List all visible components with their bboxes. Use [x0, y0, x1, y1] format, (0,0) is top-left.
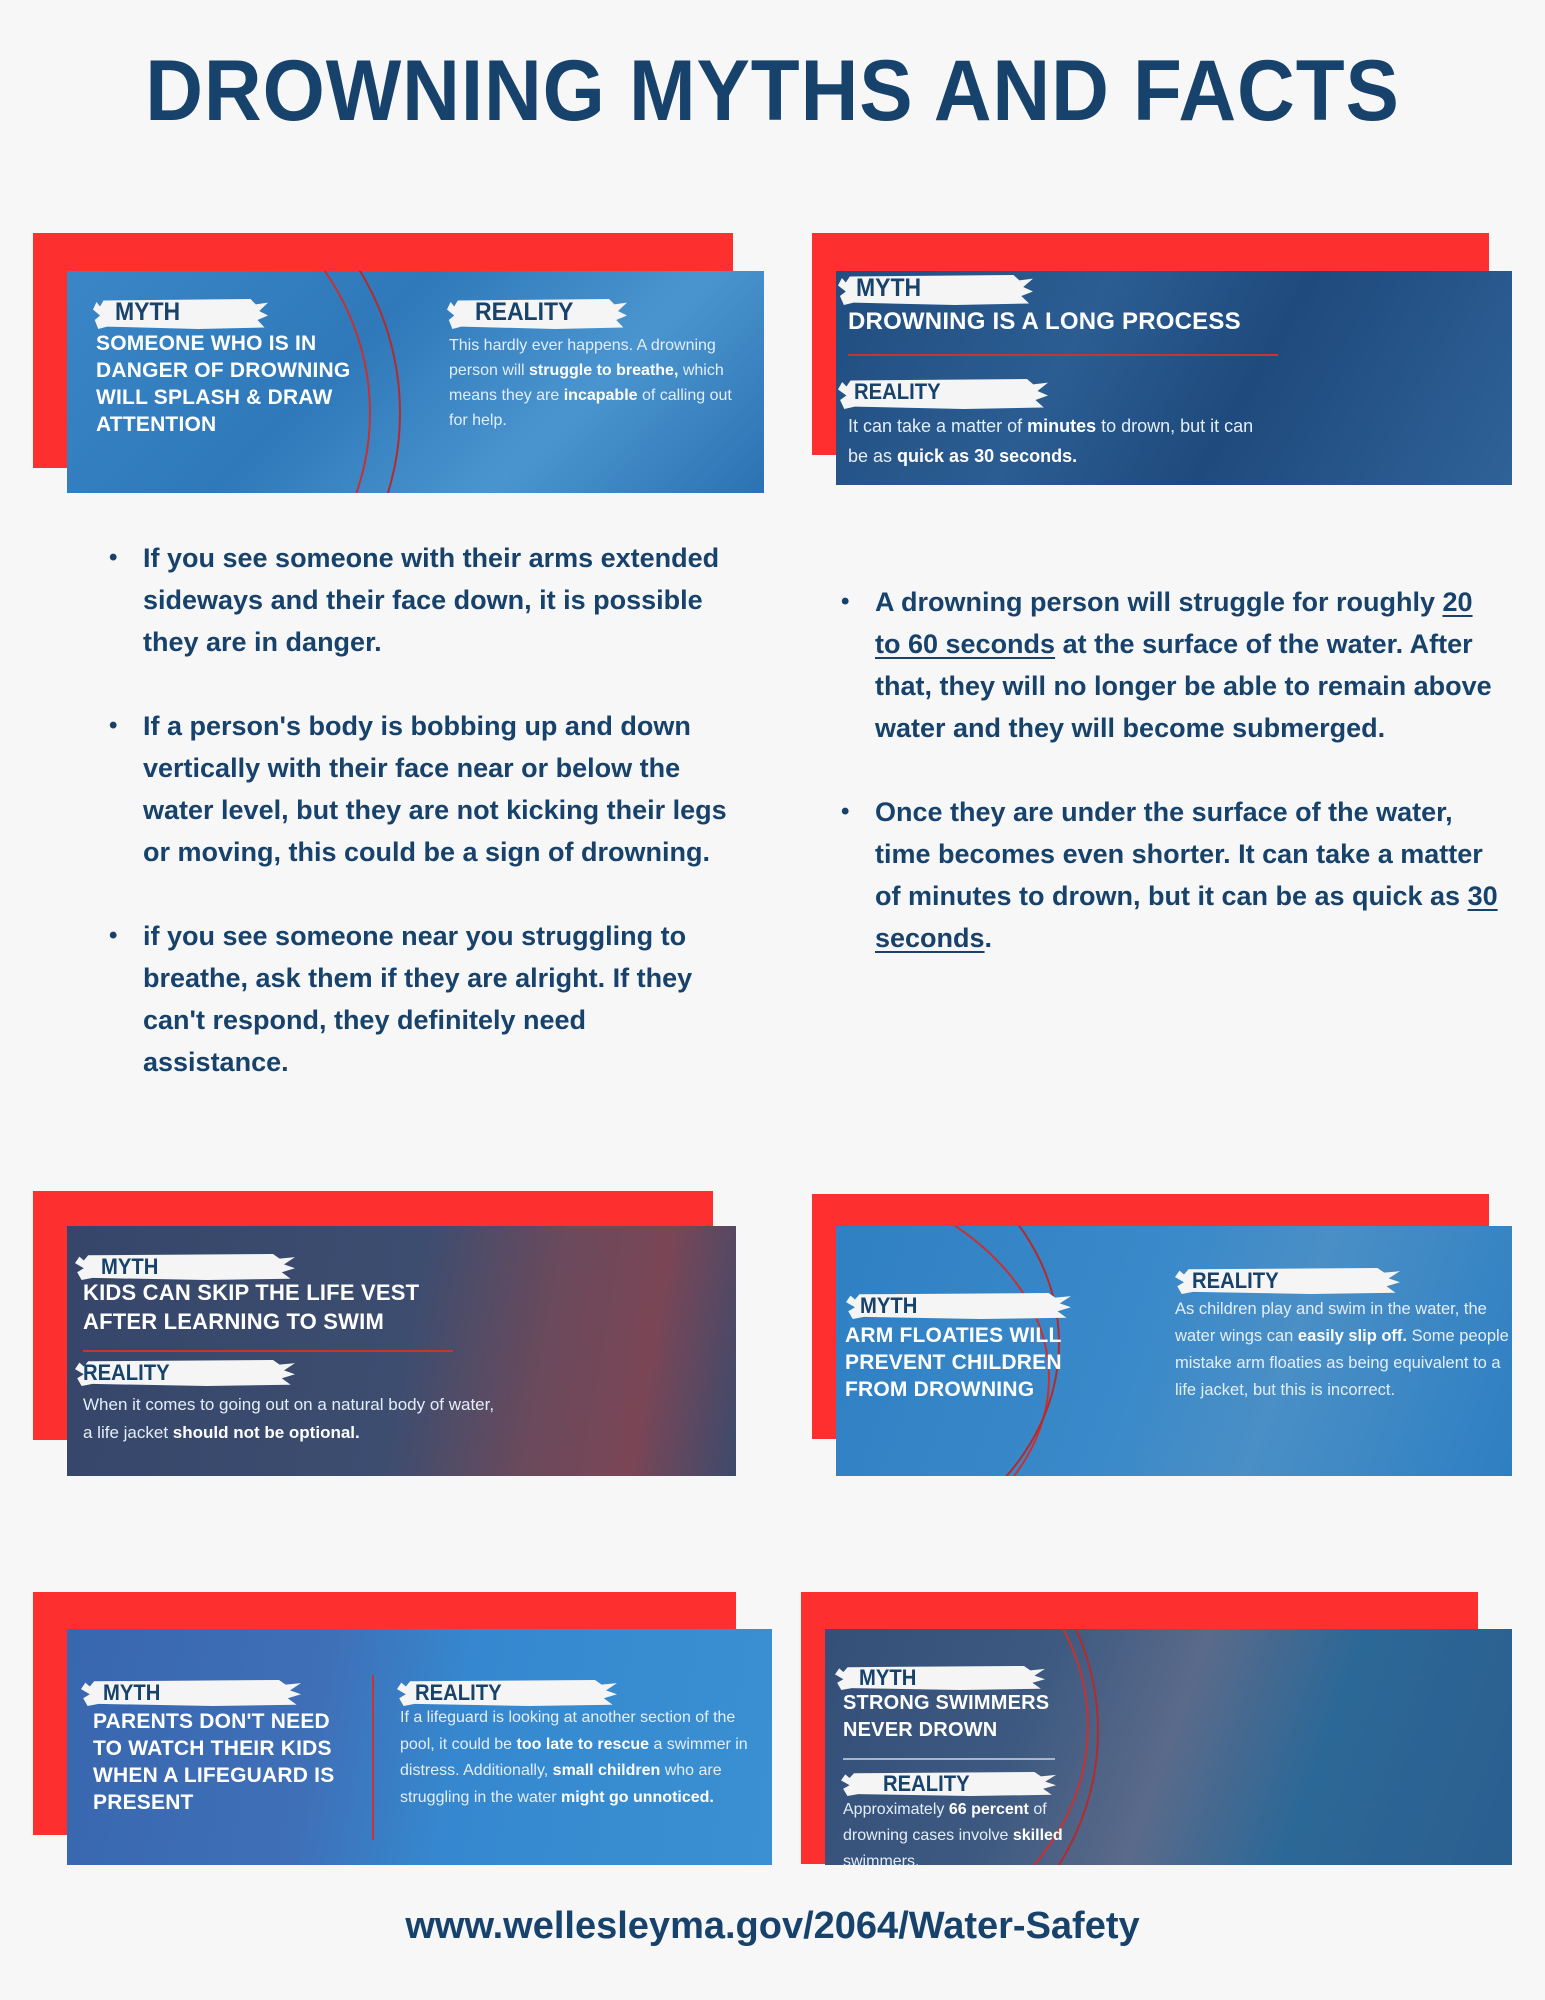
reality-text: As children play and swim in the water, the water wings can easily slip off. Some people mistake arm floaties as being equivalent to a life jacket, but this is incorrect. — [1175, 1300, 1509, 1399]
list-item: • A drowning person will struggle for roughly 20 to 60 seconds at the surface of the water. After that, they will no longer be able to remain above water and they will become submerged. — [875, 581, 1505, 749]
list-item: • If you see someone with their arms extended sideways and their face down, it is possible they are in danger. — [143, 537, 728, 663]
page-title: DROWNING MYTHS AND FACTS — [145, 43, 1400, 139]
myth-card-life-vest — [33, 1191, 738, 1476]
reality-text: If a lifeguard is looking at another section of the pool, it could be too late to rescue a swimmer in distress. Additionally, small children who are struggling in the water might go unnoticed. — [400, 1709, 748, 1806]
reality-label: REALITY — [475, 298, 574, 326]
list-item: • If a person's body is bobbing up and down vertically with their face near or below the water level, but they are not kicking their legs or moving, this could be a sign of drowning. — [143, 705, 728, 873]
card-image-water — [836, 271, 1512, 485]
myth-card-strong-swimmers — [801, 1592, 1513, 1866]
list-item: • Once they are under the surface of the water, time becomes even shorter. It can take a matter of minutes to drown, but it can be as quick as 30 seconds. — [875, 791, 1505, 959]
myth-label: MYTH — [115, 298, 181, 326]
myth-statement: SOMEONE WHO IS IN DANGER OF DROWNING WILL SPLASH & DRAW ATTENTION — [96, 332, 351, 436]
reality-label: REALITY — [854, 379, 941, 404]
list-item: • if you see someone near you struggling to breathe, ask them if they are alright. If they can't respond, they definitely need assistance. — [143, 915, 728, 1083]
myth-statement: KIDS CAN SKIP THE LIFE VEST AFTER LEARNING TO SWIM — [83, 1280, 420, 1334]
divider-line — [848, 354, 1278, 356]
divider-line — [83, 1350, 453, 1352]
myth-card-long-process — [812, 233, 1512, 485]
card-image-lifeguard — [67, 1629, 772, 1865]
drowning-timeline-list — [875, 581, 1505, 1001]
reality-label: REALITY — [83, 1360, 170, 1385]
myth-label: MYTH — [856, 274, 922, 302]
signs-of-drowning-list — [143, 537, 728, 1125]
reality-text: Approximately 66 percent of drowning cases involve skilled swimmers. — [843, 1801, 1063, 1865]
reality-label: REALITY — [1192, 1268, 1279, 1293]
card-image-life-vests — [67, 1226, 736, 1476]
card-image-swimmer — [825, 1629, 1512, 1865]
myth-statement: STRONG SWIMMERS NEVER DROWN — [843, 1692, 1050, 1741]
vertical-divider — [372, 1675, 374, 1840]
myth-label: MYTH — [101, 1254, 159, 1279]
reality-label: REALITY — [883, 1771, 970, 1796]
myth-statement: DROWNING IS A LONG PROCESS — [848, 308, 1241, 335]
reality-text: This hardly ever happens. A drowning person will struggle to breathe, which means they are incapable of calling out for help. — [449, 337, 732, 429]
card-image-splash — [67, 271, 764, 493]
reality-text: When it comes to going out on a natural body of water, a life jacket should not be optional. — [83, 1395, 495, 1442]
myth-label: MYTH — [103, 1680, 161, 1705]
reality-label: REALITY — [415, 1680, 502, 1705]
myth-label: MYTH — [860, 1293, 918, 1318]
myth-statement: PARENTS DON'T NEED TO WATCH THEIR KIDS WHEN A LIFEGUARD IS PRESENT — [93, 1710, 335, 1814]
myth-card-splash — [33, 233, 763, 493]
reality-text: It can take a matter of minutes to drown, but it can be as quick as 30 seconds. — [848, 416, 1254, 466]
myth-card-lifeguard — [33, 1592, 773, 1866]
myth-statement: ARM FLOATIES WILL PREVENT CHILDREN FROM DROWNING — [845, 1324, 1062, 1401]
myth-label: MYTH — [859, 1665, 917, 1690]
myth-card-arm-floaties — [812, 1194, 1512, 1476]
source-url[interactable]: www.wellesleyma.gov/2064/Water-Safety — [405, 1905, 1140, 1947]
divider-line — [843, 1758, 1055, 1760]
card-image-children-swimming — [836, 1226, 1512, 1476]
